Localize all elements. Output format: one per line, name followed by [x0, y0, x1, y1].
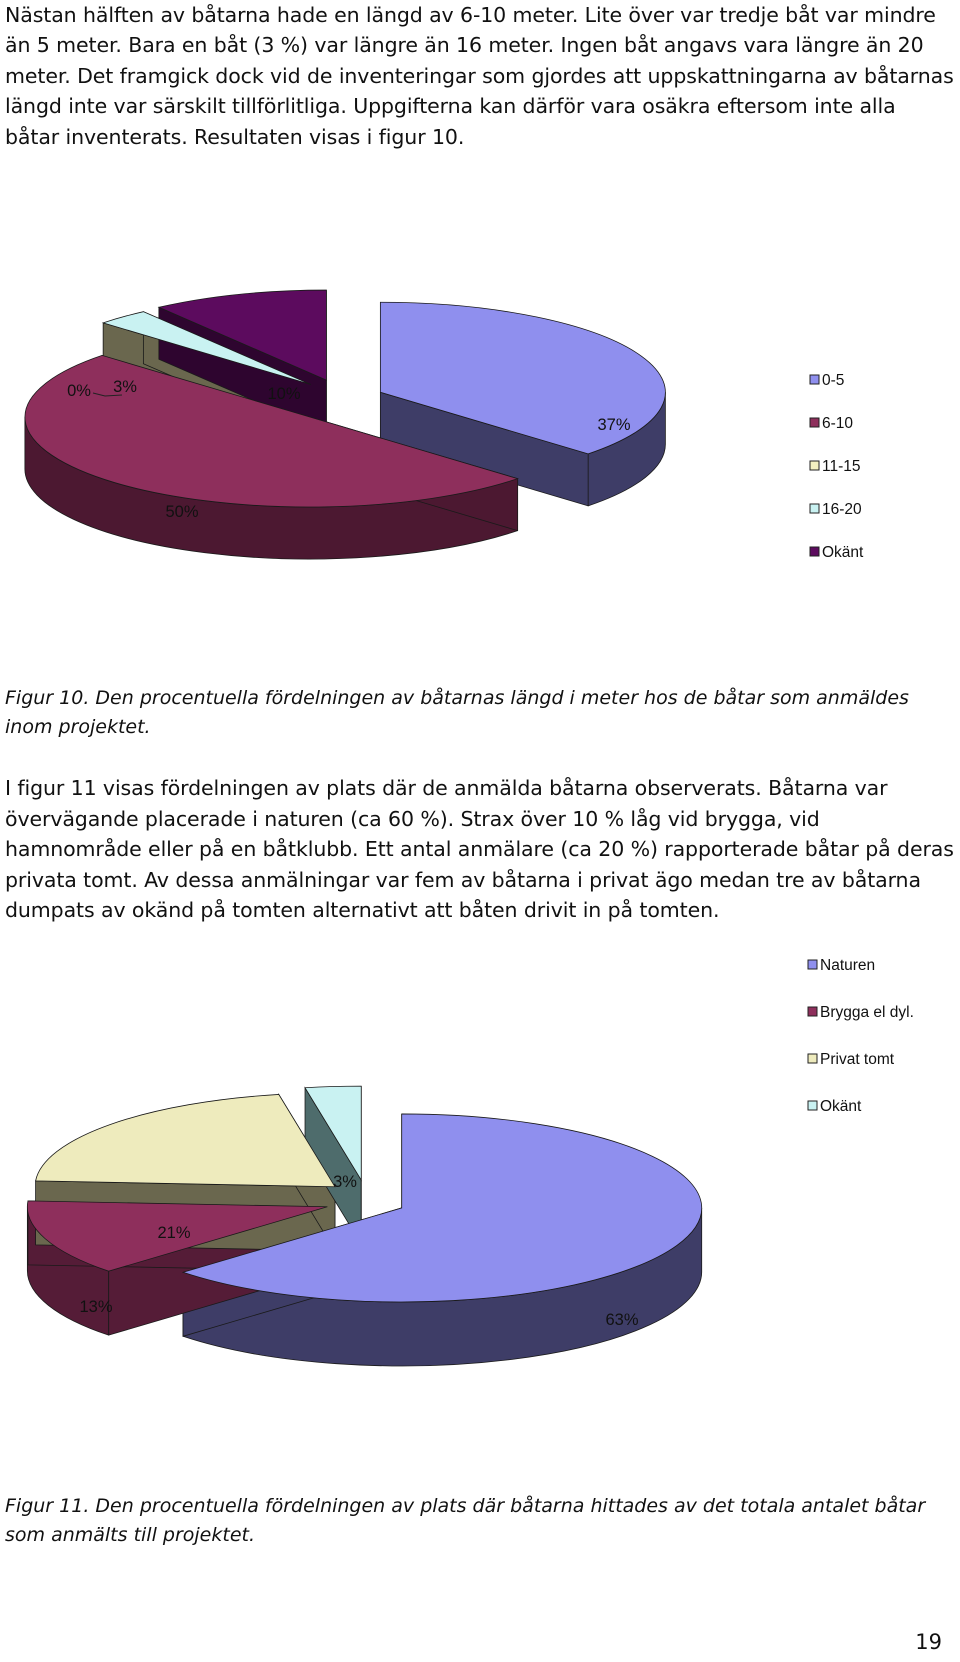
legend-label-okant: Okänt — [820, 1098, 862, 1115]
slice-label-privat-tomt: 21% — [157, 1224, 191, 1242]
figure10-legend — [810, 372, 864, 561]
slice-label-6-10: 50% — [165, 503, 199, 521]
figure11-slices — [27, 1086, 701, 1366]
legend-swatch-brygga-el-dyl — [808, 1007, 817, 1016]
legend-label-0-5: 0-5 — [822, 372, 845, 389]
paragraph-boat-length: Nästan hälften av båtarna hade en längd av 6-10 meter. Lite över var tredje båt var mindre än 5 meter. Bara en båt (3 %) var längre än 16 meter. Ingen båt angavs vara längre än 20 meter. Det framgick dock vid de inventeringar som gjordes att uppskattningarna av båtarnas längd inte var särskilt tillförlitliga. Uppgifterna kan därför vara osäkra eftersom inte alla båtar inventerats. Resultaten visas i figur 10. — [5, 3, 954, 149]
slice-label-okant: 10% — [267, 385, 301, 403]
legend-swatch-naturen — [808, 960, 817, 969]
figure10-caption: Figur 10. Den procentuella fördelningen av båtarnas längd i meter hos de båtar som anmäldes inom projektet. — [5, 687, 909, 738]
slice-label-okant: 3% — [333, 1173, 357, 1191]
slice-privat-tomt — [36, 1094, 335, 1186]
legend-label-privat-tomt: Privat tomt — [820, 1051, 895, 1068]
legend-swatch-privat-tomt — [808, 1054, 817, 1063]
legend-label-6-10: 6-10 — [822, 415, 854, 432]
figure10-slices — [25, 290, 666, 559]
slice-label-11-15: 0% — [67, 382, 91, 400]
legend-swatch-okant — [808, 1101, 817, 1110]
slice-label-16-20: 3% — [113, 378, 137, 396]
figure11-caption: Figur 11. Den procentuella fördelningen av plats där båtarna hittades av det totala antalet båtar som anmälts till projektet. — [5, 1495, 926, 1546]
slice-label-0-5: 37% — [597, 416, 631, 434]
slice-label-brygga-el-dyl: 13% — [79, 1298, 113, 1316]
legend-label-11-15: 11-15 — [822, 458, 861, 475]
legend-swatch-11-15 — [810, 461, 819, 470]
legend-swatch-16-20 — [810, 504, 819, 513]
legend-swatch-okant — [810, 547, 819, 556]
legend-label-16-20: 16-20 — [822, 501, 862, 518]
figure10-pie-chart — [0, 185, 960, 655]
legend-swatch-0-5 — [810, 375, 819, 384]
legend-label-brygga-el-dyl: Brygga el dyl. — [820, 1004, 914, 1021]
legend-label-okant: Okänt — [822, 544, 864, 561]
figure11-legend — [808, 957, 914, 1115]
paragraph-boat-location: I figur 11 visas fördelningen av plats där de anmälda båtarna observerats. Båtarna var övervägande placerade i naturen (ca 60 %). Strax över 10 % låg vid brygga, vid hamnområde eller på en båtklubb. Ett antal anmälare (ca 20 %) rapporterade båtar på deras privata tomt. Av dessa anmälningar var fem av båtarna i privat ägo medan tre av båtarna dumpats av okänd på tomten alternativt att båten drivit in på tomten. — [5, 776, 954, 923]
figure11-pie-chart — [0, 955, 960, 1475]
legend-label-naturen: Naturen — [820, 957, 876, 974]
legend-swatch-6-10 — [810, 418, 819, 427]
page-number: 19 — [915, 1630, 942, 1654]
slice-label-naturen: 63% — [605, 1311, 639, 1329]
